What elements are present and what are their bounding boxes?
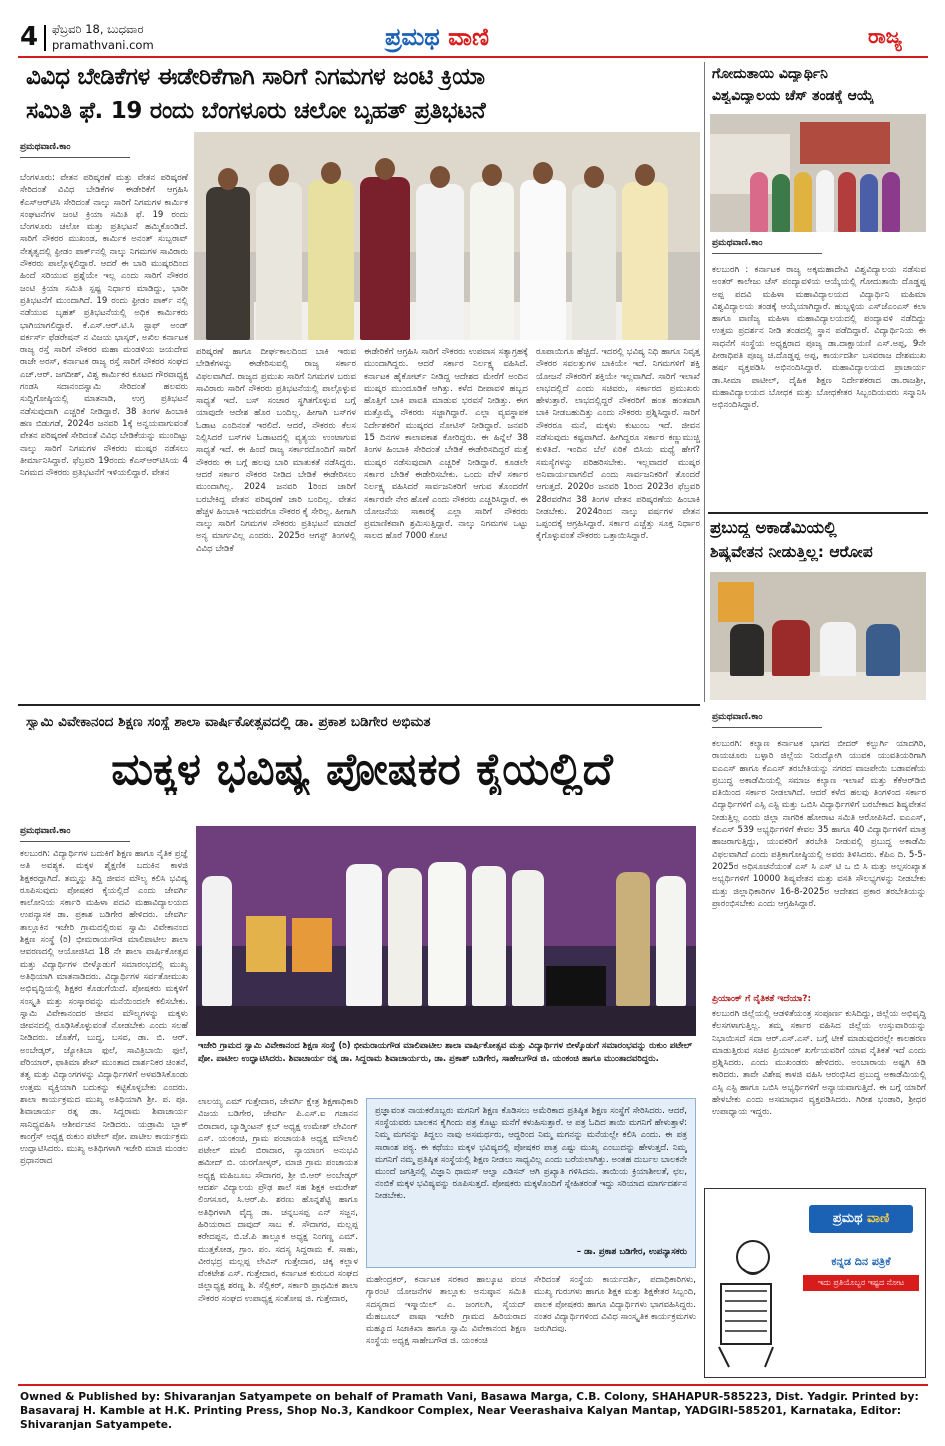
person — [206, 187, 250, 340]
chess-headline-line-2: ವಿಶ್ವವಿದ್ಯಾಲಯ ಚೆಸ್ ತಂಡಕ್ಕೆ ಆಯ್ಕೆ — [712, 88, 874, 104]
quote-text: ಪ್ರಜ್ಞಾವಂತ ನಾಯಕರೊಬ್ಬರು ಮಗನಿಗೆ ಶಿಕ್ಷಣ ಕೊಡಿಸಲು ಅಮೆರಿಕಾದ ಪ್ರತಿಷ್ಠಿತ ಶಿಕ್ಷಣ ಸಂಸ್ಥೆಗೆ ಸೇರಿಸಿದರು. ಆದರೆ, ಸಂಸ್ಥೆಯವರು ಬಾಲಕನ ಕೈಗಿಂದು ಪತ್ರ ಕೊಟ್ಟು ಮನೆಗೆ ಕಳುಹಿಸುತ್ತಾರೆ. ಆ ಪತ್ರ ಓದಿದ ತಾಯಿ ಮಗನಿಗೆ ಹೇಳುತ್ತಾಳೆ: ನಿಮ್ಮ ಮಗನನ್ನು ತಿದ್ದಲು ನಾವು ಅಸಮರ್ಥರು, ಆದ್ದರಿಂದ ನಿಮ್ಮ ಮಗನನ್ನು ಮನೆಯಲ್ಲೇ ಕಲಿಸಿ ಎಂದು. ಈ ಪತ್ರ ಸಾರಾಂಶ ಪಠ್ಯ. ಈ ಕಥೆಯು ಮಕ್ಕಳ ಭವಿಷ್ಯದಲ್ಲಿ ಪೋಷಕರ ಪಾತ್ರ ಎಷ್ಟು ಮುಖ್ಯ ಎಂಬುದನ್ನು ಹೇಳುತ್ತದೆ. ನಿಮ್ಮ ಮಗನಿಗೆ ನಮ್ಮ ಪ್ರತಿಷ್ಠಿತ ಸಂಸ್ಥೆಯಲ್ಲಿ ಶಿಕ್ಷಣ ನೀಡಲು ಸಾಧ್ಯವಿಲ್ಲ ಎಂದು ಬರೆಯಲಾಗಿತ್ತು. ಅಂತಹ ದುರ್ಬಲ ಬಾಲಕನೇ ಮುಂದೆ ಜಗತ್ತಿನಲ್ಲಿ ವಿಜ್ಞಾನಿ ಥಾಮಸ್ ಆಲ್ವಾ ಎಡಿಸನ್ ಆಗಿ ಪ್ರಖ್ಯಾತಿ ಗಳಿಸಿದನು. ತಾಯಿಯ ಕ್ರಿಯಾಶೀಲತೆ, ಛಲ, ನಂಬಿಕೆ ಮಕ್ಕಳ ಭವಿಷ್ಯವನ್ನು ರೂಪಿಸುತ್ತದೆ. ಪೋಷಕರು ಮಕ್ಕಳೊಂದಿಗೆ ಸ್ನೇಹಿತರಂತೆ ಇದ್ದು ಸರಿಯಾದ ಮಾರ್ಗದರ್ಶನ ನೀಡಬೇಕು. — [375, 1106, 687, 1202]
school-photo — [196, 826, 696, 1036]
newspaper-ad — [704, 1188, 926, 1378]
head — [584, 166, 604, 188]
paper-logo — [385, 23, 489, 51]
academy-body-2: ಕಲಬುರಗಿ ಜಿಲ್ಲೆಯಲ್ಲಿ ಆಡಳಿತೆಯಂತ್ರ ಸಂಪೂರ್ಣ ಕುಸಿದಿದ್ದು, ಜಿಲ್ಲೆಯ ಅಭಿವೃದ್ಧಿ ಕೆಲಸಗಳಾಗುತ್ತಿಲ್ಲ. ತಮ್ಮ ಸರ್ಕಾರ ವಹಿಸಿದ ಜಿಲ್ಲೆಯ ಉಸ್ತುವಾರಿಯನ್ನು ನಿಭಾಯಿಸದೆ ಸದಾ ಆರ್.ಎಸ್.ಎಸ್. ಬಗ್ಗೆ ಟೀಕೆ ಮಾಡುವುದರಲ್ಲೇ ಕಾಲಹರಣ ಮಾಡುತ್ತಿರುವ ಸಚಿವ ಪ್ರಿಯಾಂಕ್ ಖರ್ಗೆಯವರಿಗೆ ಯಾವ ನೈತಿಕತೆ ಇದೆ ಎಂದು ಪ್ರಶ್ನಿಸಿದರು. ಎಂದು ಮುಖಂಡರು ಹೇಳಿದರು. ಅಂಬಾರಾಯ ಅಷ್ಟಗಿ ಕಿಡಿ ಕಾರಿದರು. ತಾವೇ ವಿಶೇಷ ಕಾಳಜಿ ವಹಿಸಿ ಆರಂಭಿಸಿದ ಪ್ರಬುದ್ಧ ಅಕಾಡೆಮಿಯಲ್ಲಿ ಎಸ್ಸಿ ಎಸ್ಟಿ ಹಾಗೂ ಒಬಿಸಿ ಅಭ್ಯರ್ಥಿಗಳಿಗೆ ಅನ್ಯಾಯವಾಗುತ್ತಿದೆ. ಈ ಬಗ್ಗೆ ಯಾರಿಗೆ ಹೇಳಬೇಕು ಎಂದು ಅಸಮಾಧಾನ ವ್ಯಕ್ತಪಡಿಸಿದರು. ಗಿರೀಶ ಭಂಡಾರಿ, ಶ್ರೀಧರ ಉಪಾಧ್ಯಾಯ ಇದ್ದರು. — [712, 1009, 926, 1118]
person — [772, 620, 810, 676]
person — [816, 170, 834, 232]
person — [256, 182, 302, 340]
lead-photo — [194, 132, 700, 340]
person — [470, 182, 514, 340]
person — [616, 872, 650, 1006]
person — [622, 182, 668, 340]
ad-subtag: ಇದು ಪ್ರತಿಯೊಬ್ಬರ ಇಷ್ಟದ ನೋಟ — [803, 1275, 919, 1291]
section-label: ರಾಜ್ಯ — [868, 24, 902, 48]
quote-attribution: – ಡಾ. ಪ್ರಕಾಶ ಬಡಿಗೇರ, ಉಪನ್ಯಾಸಕರು — [576, 1247, 687, 1257]
person — [730, 624, 764, 676]
page-number: 4 — [20, 22, 39, 52]
person — [794, 172, 812, 232]
lead-left-column: ಬೆಂಗಳೂರು: ವೇತನ ಪರಿಷ್ಕರಣೆ ಮತ್ತು ವೇತನ ಪರಿಷ್ಕರಣೆ ಸೇರಿದಂತೆ ವಿವಿಧ ಬೇಡಿಕೆಗಳ ಈಡೇರಿಕೆಗೆ ಆಗ್ರಹಿಸಿ ಕೆಎಸ್‌ಆರ್‌ಟಿಸಿ ಸೇರಿದಂತೆ ನಾಲ್ಕು ಸಾರಿಗೆ ನಿಗಮಗಳ ಕಾರ್ಮಿಕ ಸಂಘಟನೆಗಳ ಜಂಟಿ ಕ್ರಿಯಾ ಸಮಿತಿ ಫೆ. 19 ರಂದು ಬೆಂಗಳೂರು ಚಲೋ ಮತ್ತು ಪ್ರತಿಭಟನೆ ಹಮ್ಮಿಕೊಂಡಿದೆ. ಸಾರಿಗೆ ನೌಕರರ ಮುಖಂಡ, ಕಾರ್ಮಿಕ ಅನಂತ್ ಸುಬ್ಬರಾವ್ ನೇತೃತ್ವದಲ್ಲಿ ಫ್ರೀಡಂ ಪಾರ್ಕ್‌ನಲ್ಲಿ ನಾಲ್ಕು ನಿಗಮಗಳ ಸಾವಿರಾರು ನೌಕರರು ಪಾಲ್ಗೊಳ್ಳಲಿದ್ದಾರೆ. ಆದರೆ ಈ ಬಾರಿ ಮುಷ್ಕರದಿಂದ ಹಿಂದೆ ಸರಿಯುವ ಪ್ರಶ್ನೆಯೇ ಇಲ್ಲ ಎಂದು ಸಾರಿಗೆ ನೌಕರರ ಜಂಟಿ ಕ್ರಿಯಾ ಸಮಿತಿ ಸ್ಪಷ್ಟ ನಿರ್ಧಾರ ಮಾಡಿದ್ದು, ಭಾರೀ ಪ್ರತಿಭಟನೆಗೆ ಮುಂದಾಗಿದೆ. 19 ರಂದು ಫ್ರೀಡಂ ಪಾರ್ಕ್ ನಲ್ಲಿ ನಡೆಯುವ ಬೃಹತ್ ಪ್ರತಿಭಟನೆಯಲ್ಲಿ ಅಧಿಕ ಕಾರ್ಮಿಕರು ಭಾಗಿಯಾಗಲಿದ್ದಾರೆ. ಕೆ.ಎಸ್.ಆರ್.ಟಿ.ಸಿ ಸ್ಟಾಫ್ ಅಂಡ್ ವರ್ಕರ್ಸ್ ಫೆಡರೇಷನ್ ನ ವಿಜಯ ಭಾಸ್ಕರ್, ಅಖಿಲ ಕರ್ನಾಟಕ ರಾಜ್ಯ ರಸ್ತೆ ಸಾರಿಗೆ ನೌಕರರ ಮಹಾ ಮಂಡಳಿಯ ಜಯದೇವ ರಾಜೇ ಅರಸ್, ಕರ್ನಾಟಕ ರಾಜ್ಯ ರಸ್ತೆ ಸಾರಿಗೆ ನೌಕರರ ಸಂಘದ ಎಚ್.ಆರ್. ಜಗದೀಶ್, ವಿಶ್ವ ಕಾರ್ಮಿಕರ ಕೂಟದ ಗೌರವಾಧ್ಯಕ್ಷ ಗಂಡಸಿ ಸದಾನಂದಸ್ವಾಮಿ ಸೇರಿದಂತೆ ಹಲವರು ಸುದ್ದಿಗೋಷ್ಠಿಯಲ್ಲಿ ಮಾತನಾಡಿ, ಉಗ್ರ ಪ್ರತಿಭಟನೆ ನಡೆಸುವುದಾಗಿ ಎಚ್ಚರಿಕೆ ನೀಡಿದ್ದಾರೆ. 38 ತಿಂಗಳ ಹಿಂಬಾಕಿ ಹಣ ಬಿಡುಗಡೆ, 2024ರ ಜನವರಿ 1ಕ್ಕೆ ಅನ್ವಯವಾಗುವಂತೆ ವೇತನ ಪರಿಷ್ಕರಣೆ ಸೇರಿದಂತೆ ವಿವಿಧ ಬೇಡಿಕೆಯನ್ನು ಮುಂದಿಟ್ಟು ನಾಲ್ಕು ಸಾರಿಗೆ ನಿಗಮಗಳ ನೌಕರರು ಮುಷ್ಕರ ನಡೆಸಲು ತೀರ್ಮಾನಿಸಿದ್ದಾರೆ. ಫೆಬ್ರವರಿ 19ರಂದು ಕೆಎಸ್‌ಆರ್‌ಟಿಸಿಯ 4 ನಿಗಮದ ನೌಕರರು ಪ್ರತಿಭಟನೆಗೆ ಇಳಿಯಲಿದ್ದಾರೆ. ವೇತನ — [20, 173, 188, 479]
person — [428, 862, 466, 1006]
chess-body: ಕಲಬುರಗಿ : ಕರ್ನಾಟಕ ರಾಜ್ಯ ಅಕ್ಕಮಹಾದೇವಿ ವಿಶ್ವವಿದ್ಯಾಲಯ ನಡೆಸುವ ಅಂತರ್ ಕಾಲೇಜು ಚೆಸ್ ಪಂದ್ಯಾವಳಿಯ ಆಯ್ಕೆಯಲ್ಲಿ ಗೋದುತಾಯಿ ದೊಡ್ಡಪ್ಪ ಅಪ್ಪ ಪದವಿ ಮಹಿಳಾ ಮಹಾವಿದ್ಯಾಲಯದ ವಿದ್ಯಾರ್ಥಿನಿ ಮಹಿಮಾ ವಿಶ್ವವಿದ್ಯಾಲಯ ತಂಡಕ್ಕೆ ಆಯ್ಕೆಯಾಗಿದ್ದಾರೆ. ಹುಬ್ಬಳ್ಳಿಯ ಎಸ್‌ಜೆಎಂಎಸ್ ಕಲಾ ಹಾಗೂ ವಾಣಿಜ್ಯ ಮಹಿಳಾ ಮಹಾವಿದ್ಯಾಲಯದಲ್ಲಿ ಪಂದ್ಯಾವಳಿ ನಡೆದಿದ್ದು ಉತ್ತಮ ಪ್ರದರ್ಶನ ನೀಡಿ ತಂಡದಲ್ಲಿ ಸ್ಥಾನ ಪಡೆದಿದ್ದಾರೆ. ವಿದ್ಯಾರ್ಥಿನಿಯ ಈ ಸಾಧನೆಗೆ ಸಂಸ್ಥೆಯ ಅಧ್ಯಕ್ಷರಾದ ಪೂಜ್ಯ ಡಾ.ದಾಕ್ಷಾಯಣಿ ಎಸ್.ಅಪ್ಪ, 9ನೇ ಪೀಠಾಧಿಪತಿ ಪೂಜ್ಯ ಚಿ.ದೊಡ್ಡಪ್ಪ ಅಪ್ಪ, ಕಾರ್ಯದರ್ಶಿ ಬಸವರಾಜ ದೇಶಮುಖ ಹರ್ಷ ವ್ಯಕ್ತಪಡಿಸಿ ಅಭಿನಂದಿಸಿದ್ದಾರೆ. ಮಹಾವಿದ್ಯಾಲಯದ ಪ್ರಾಚಾರ್ಯ ಡಾ.ಸೀಮಾ ಪಾಟೀಲ್, ದೈಹಿಕ ಶಿಕ್ಷಣ ನಿರ್ದೇಶಕರಾದ ಡಾ.ರಾಜಶ್ರೀ, ಮಹಾವಿದ್ಯಾಲಯದ ಬೋಧಕ ಮತ್ತು ಬೋಧಕೇತರ ಸಿಬ್ಬಂದಿಯವರು ಸನ್ಮಾನಿಸಿ ಅಭಿನಂದಿಸಿದ್ದಾರೆ. — [712, 265, 926, 411]
school-left-column: ಕಲಬುರಗಿ: ವಿದ್ಯಾರ್ಥಿಗಳ ಬದುಕಿಗೆ ಶಿಕ್ಷಣ ಹಾಗೂ ನೈತಿಕ ಪ್ರಜ್ಞೆ ಅತಿ ಅವಶ್ಯಕ. ಮಕ್ಕಳ ಶೈಕ್ಷಣಿಕ ಬದುಕಿನ ಕಾಳಜಿ ಶಿಕ್ಷಕರದ್ದಾಗಿದೆ. ತಮ್ಮನ್ನು ತಿದ್ದಿ ಜೀವನ ಮೌಲ್ಯ ಕಲಿಸಿ ಭವಿಷ್ಯ ರೂಪಿಸುವುದು ಪೋಷಕರ ಕೈಯಲ್ಲಿದೆ ಎಂದು ಜೇವರ್ಗಿ ಕಾಲೋನಿಯ ಸರ್ಕಾರಿ ಮಹಿಳಾ ಪದವಿ ಮಹಾವಿದ್ಯಾಲಯದ ಉಪನ್ಯಾಸಕ ಡಾ. ಪ್ರಕಾಶ ಬಡಿಗೇರ ಹೇಳಿದರು. ಜೇವರ್ಗಿ ತಾಲ್ಲೂಕಿನ ಇಜೇರಿ ಗ್ರಾಮದಲ್ಲಿರುವ ಸ್ವಾಮಿ ವಿವೇಕಾನಂದ ಶಿಕ್ಷಣ ಸಂಸ್ಥೆ (ರಿ) ಭೀಮರಾಯಗೌಡ ಮಾಲಿಪಾಟೀಲ ಶಾಲಾ ಆವರಣದಲ್ಲಿ ಆಯೋಜಿಸಿದ 18 ನೇ ಶಾಲಾ ವಾರ್ಷಿಕೋತ್ಸವ ಮತ್ತು ವಿದ್ಯಾರ್ಥಿಗಳ ಬೀಳ್ಕೊಡುಗೆ ಸಮಾರಂಭದಲ್ಲಿ ಮುಖ್ಯ ಅತಿಥಿಯಾಗಿ ಮಾತನಾಡಿದರು. ವಿದ್ಯಾರ್ಥಿಗಳ ಸರ್ವತೋಮುಖ ಅಭಿವೃದ್ಧಿಯಲ್ಲಿ ಶಿಕ್ಷಕರ ಕೊಡುಗೆಯಿದೆ. ಪೋಷಕರು ಮಕ್ಕಳಿಗೆ ಸಂಸ್ಕೃತಿ ಮತ್ತು ಸಂಸ್ಕಾರವನ್ನು ಮನೆಯಿಂದಲೇ ಕಲಿಸಬೇಕು. ಸ್ವಾಮಿ ವಿವೇಕಾನಂದರ ಜೀವನ ಮೌಲ್ಯಗಳನ್ನು ಮಕ್ಕಳು ಜೀವನದಲ್ಲಿ ರೂಢಿಸಿಕೊಳ್ಳುವಂತೆ ನೋಡಬೇಕು ಎಂದು ಸಲಹೆ ನೀಡಿದರು. ಜೊತೆಗೆ, ಬುದ್ಧ, ಬಸವ, ಡಾ. ಬಿ. ಆರ್. ಅಂಬೇಡ್ಕರ್, ಜ್ಯೋತಿಬಾ ಫುಲೆ, ಸಾವಿತ್ರಿಬಾಯಿ ಫುಲೆ, ಪೆರಿಯಾರ್, ಫಾತಿಮಾ ಶೇಖ್ ಮುಂತಾದ ದಾರ್ಶನಿಕರ ಚಿಂತನೆ, ತತ್ವ ಮತ್ತು ವಿದ್ಯಾಂಗಗಳನ್ನು ವಿದ್ಯಾರ್ಥಿಗಳಿಗೆ ಅಳವಡಿಸಿಕೊಂಡು ಉತ್ತಮ ವ್ಯಕ್ತಿಯಾಗಿ ಬದುಕನ್ನು ಕಟ್ಟಿಕೊಳ್ಳಬೇಕು ಎಂದರು. ಶಾಲಾ ಕಾರ್ಯಕ್ರಮದ ಮುಖ್ಯ ಅತಿಥಿಯಾಗಿ ಶ್ರೀ. ಪ. ಪೂ. ಶಿವಾಚಾರ್ಯ ರತ್ನ ಡಾ. ಸಿದ್ದರಾಮ ಶಿವಾಚಾರ್ಯ ಸಾನಿಧ್ಯವಹಿಸಿ ಆಶೀರ್ವಚನ ನೀಡಿದರು. ಯಡ್ರಾಮಿ ಬ್ಲಾಕ್ ಕಾಂಗ್ರೆಸ್ ಅಧ್ಯಕ್ಷ ರುಕುಂ ಪಟೇಲ್ ಪೋ. ಪಾಟೀಲ ಕಾರ್ಯಕ್ರಮ ಉದ್ಘಾಟಿಸಿದರು. ಮುಖ್ಯ ಅತಿಥಿಗಳಾಗಿ ಇಜೇರಿ ಮಾಜಿ ಮಂಡಲ ಪ್ರಧಾನರಾದ — [20, 849, 188, 1167]
person — [388, 868, 422, 1006]
photo-table — [710, 672, 926, 700]
issue-date: ಫೆಬ್ರವರಿ 18, ಬುಧವಾರ — [52, 22, 144, 36]
section-rule — [18, 704, 700, 706]
person — [360, 177, 410, 340]
header-divider — [44, 25, 46, 51]
school-credit: ಪ್ರಮಥವಾಣಿ.ಕಾಂ — [20, 826, 71, 836]
person — [202, 876, 232, 1006]
school-photo-caption: ಇಜೇರಿ ಗ್ರಾಮದ ಸ್ವಾಮಿ ವಿವೇಕಾನಂದ ಶಿಕ್ಷಣ ಸಂಸ್ಥೆ (ರಿ) ಭೀಮರಾಯಗೌಡ ಮಾಲಿಪಾಟೀಲ ಶಾಲಾ ವಾರ್ಷಿಕೋತ್ಸವ ಮತ್ತು ವಿದ್ಯಾರ್ಥಿಗಳ ಬೀಳ್ಕೊಡುಗೆ ಸಮಾರಂಭವನ್ನು ರುಕುಂ ಪಟೇಲ್ ಪೋ. ಪಾಟೀಲ ಉದ್ಘಾಟಿಸಿದರು. ಶಿವಾಚಾರ್ಯ ರತ್ನ ಡಾ. ಸಿದ್ದರಾಮ ಶಿವಾಚಾರ್ಯರು, ಡಾ. ಪ್ರಕಾಶ್ ಬಡಿಗೇರ, ಸಾಹೇಬಗೌಡ ಜಿ. ಯಂಕಂಚಿ ಹಾಗೂ ಮುಂತಾದವರಿದ್ದರು. — [198, 1041, 693, 1064]
school-headline: ಮಕ್ಕಳ ಭವಿಷ್ಯ ಪೋಷಕರ ಕೈಯಲ್ಲಿದೆ — [111, 744, 613, 795]
person — [472, 866, 506, 1006]
head — [269, 164, 289, 186]
lead-column-c: ರೂಪಾಯಿಗೂ ಹೆಚ್ಚಿದೆ. ಇದರಲ್ಲಿ ಭವಿಷ್ಯ ನಿಧಿ ಹಾಗೂ ನಿವೃತ್ತ ನೌಕರರ ಸವಲತ್ತುಗಳ ಬಾಕಿಯೇ ಇದೆ. ನಿಗಮಗಳಿಗೆ ಶಕ್ತಿ ಯೋಜನೆ ನೌಕರರಿಗೆ ಶಕ್ತಿಯೇ ಇಲ್ಲವಾಗಿದೆ. ಸಾರಿಗೆ ಇಲಾಖೆ ಲಾಭದಲ್ಲಿದೆ ಎಂದು ಸಚಿವರು, ಸರ್ಕಾರದ ಪ್ರಮುಖರು ಹೇಳುತ್ತಾರೆ. ಲಾಭದಲ್ಲಿದ್ದರೆ ನೌಕರರಿಗೆ ಹಂತ ಹಂತವಾಗಿ ಬಾಕಿ ನೀಡಬಹುದಿತ್ತು ಎಂದು ನೌಕರರು ಪ್ರಶ್ನಿಸಿದ್ದಾರೆ. ಸಾರಿಗೆ ನೌಕರರೂ ಮನೆ, ಮಕ್ಕಳು ಕುಟುಂಬ ಇದೆ. ಜೀವನ ನಡೆಸುವುದು ಕಷ್ಟವಾಗಿದೆ. ಹೀಗಿದ್ದರೂ ಸರ್ಕಾರ ಕಣ್ಣುಮುಚ್ಚಿ ಕುಳಿತಿದೆ. ಇಂದಿನ ಬೆಲೆ ಏರಿಕೆ ಬಿಸಿಯ ಮಧ್ಯೆ ಹೇಗೆ? ಸಮಸ್ಯೆಗಳನ್ನು ಪರಿಹರಿಸಬೇಕು. ಇಲ್ಲವಾದರೆ ಮುಷ್ಕರ ಅನಿವಾರ್ಯವಾಗಲಿದೆ ಎಂದು ಸಾರ್ವಜನಿಕರಿಗೆ ತೊಂದರೆ ಆಗುತ್ತದೆ. 2020ರ ಜನವರಿ 1ರಿಂದ 2023ರ ಫೆಬ್ರವರಿ 28ರವರೆಗಿನ 38 ತಿಂಗಳ ವೇತನ ಪರಿಷ್ಕರಣೆಯ ಹಿಂಬಾಕಿ ನೀಡಬೇಕು. 2024ರಿಂದ ನಾಲ್ಕು ವರ್ಷಗಳ ವೇತನ ಒಪ್ಪಂದಕ್ಕೆ ಆಗ್ರಹಿಸಿದ್ದಾರೆ. ಸರ್ಕಾರ ಎಚ್ಚೆತ್ತು ಸೂಕ್ತ ನಿರ್ಧಾರ ಕೈಗೊಳ್ಳುವಂತೆ ನೌಕರರು ಒತ್ತಾಯಿಸಿದ್ದಾರೆ. — [536, 347, 700, 542]
person — [750, 172, 768, 232]
academy-photo — [710, 572, 926, 700]
school-column-d: ಲಾಲಯ್ಯ ಎಮ್ ಗುತ್ತೇದಾರ, ಜೇವರ್ಗಿ ಕ್ಷೇತ್ರ ಶಿಕ್ಷಣಾಧಿಕಾರಿ ವಿಜಯ ಬಡಿಗೇರ, ಜೇವರ್ಗಿ ಪಿ.ಎಸ್.ಐ ಗಜಾನನ ಬಿರಾದಾರ, ಬ್ಯಾಡ್ಮಿಂಟನ್ ಕ್ಲಬ್ ಅಧ್ಯಕ್ಷ ಉಮೇಶ್ ಲೇವಿಂಗ್ ಎಸ್. ಯಂಕಂಚಿ, ಗ್ರಾಮ ಪಂಚಾಯತಿ ಅಧ್ಯಕ್ಷ ಮೌಲಾಲಿ ಪಟೇಲ್ ಮಾಲಿ ಬಿರಾದಾರ, ನ್ಯಾಯಾಂಗ ಅನುಭವಿ ಹಮೀದ್ ಬಿ. ಯರಗೋಳ್ಕರ್, ಮಾಜಿ ಗ್ರಾಮ ಪಂಚಾಯತ ಅಧ್ಯಕ್ಷ ಮಹಿಬೂಬ ಸೌದಾಗರ, ಶ್ರೀ ಬಿ.ಆರ್ ಅಂಬೇಡ್ಕರ್ ಆದರ್ಶ ವಿದ್ಯಾಲಯ ಪ್ರೌಢ ಶಾಲೆ ಸಹ ಶಿಕ್ಷಕ ಅಮರೇಶ್ ಲಿಂಗಸೂರ, ಸಿ.ಆರ್.ಪಿ. ಶರಣು ಹೊನ್ನಶೆಟ್ಟಿ ಹಾಗೂ ಅತಿಥಿಗಳಾಗಿ ವೈದ್ಯ ಡಾ. ಚನ್ನಬಸಪ್ಪ ಎನ್ ಸಜ್ಜನ, ಹಿರಿಯರಾದ ದಾವುದ್ ಸಾಬ ಕೆ. ಸೌದಾಗರ, ಮಲ್ಲಪ್ಪ ಕರೇದಪ್ಪನ, ಬಿ.ಜೆ.ಪಿ ತಾಲ್ಲೂಕ ಅಧ್ಯಕ್ಷ ನಿಂಗಣ್ಣ ಎಮ್. ಮುತ್ತಕೋಡ, ಗ್ರಾಂ. ಪಂ. ಸದಸ್ಯ ಸಿದ್ದರಾಮ ಕೆ. ಸಾಹು, ವೀರಭದ್ರ ಮಲ್ಲಪ್ಪ ಲೇವಿನ್ ಗುತ್ತೇದಾರ, ಚಿಕ್ಕ ಕಲ್ಲಾಳ ವೆಂಕಟೇಶ ಎಸ್. ಗುತ್ತೇದಾರ, ಕರ್ನಾಟಕ ಕುರುಬರ ಸಂಘದ ಜಿಲ್ಲಾಧ್ಯಕ್ಷ ಶರಣ್ಣ ಶಿ. ಸೆಲ್ಲಿಕರ್, ಸರ್ಕಾರಿ ಪ್ರಾಥಮಿಕ ಶಾಲಾ ನೌಕರರ ಸಂಘದ ಉಪಾಧ್ಯಕ್ಷ ಸಂತೋಷ ಜಿ. ಗುತ್ತೇದಾರ, — [198, 1097, 358, 1304]
school-kicker: ಸ್ವಾಮಿ ವಿವೇಕಾನಂದ ಶಿಕ್ಷಣ ಸಂಸ್ಥೆ ಶಾಲಾ ವಾರ್ಷಿಕೋತ್ಸವದಲ್ಲಿ ಡಾ. ಪ್ರಕಾಶ ಬಡಿಗೇರ ಅಭಿಮತ — [26, 714, 431, 730]
academy-headline-line-2: ಶಿಷ್ಯವೇತನ ನೀಡುತ್ತಿಲ್ಲ: ಆರೋಪ — [710, 543, 873, 561]
person — [656, 876, 686, 1006]
lead-headline-line-1: ವಿವಿಧ ಬೇಡಿಕೆಗಳ ಈಡೇರಿಕೆಗಾಗಿ ಸಾರಿಗೆ ನಿಗಮಗಳ ಜಂಟಿ ಕ್ರಿಯಾ — [26, 64, 485, 90]
person — [838, 172, 856, 232]
ad-logo-part-2: ವಾಣಿ — [867, 1211, 890, 1226]
lead-column-a: ಪರಿಷ್ಕರಣೆ ಹಾಗೂ ದೀರ್ಘಕಾಲದಿಂದ ಬಾಕಿ ಇರುವ ಬೇಡಿಕೆಗಳನ್ನು ಈಡೇರಿಸುವಲ್ಲಿ ರಾಜ್ಯ ಸರ್ಕಾರ ವಿಫಲವಾಗಿದೆ. ರಾಜ್ಯದ ಪ್ರಮುಖ ಸಾರಿಗೆ ನಿಗಮಗಳ ಬರುವ ಸಾವಿರಾರು ಸಾರಿಗೆ ನೌಕರರು ಪ್ರತಿಭಟನೆಯಲ್ಲಿ ಪಾಲ್ಗೊಳ್ಳುವ ಸಾಧ್ಯತೆ ಇದೆ. ಬಸ್ ಸಂಚಾರ ಸ್ಥಗಿತಗೊಳ್ಳುವ ಬಗ್ಗೆ ಯಾವುದೇ ಆದೇಶ ಹೊರ ಬಂದಿಲ್ಲ. ಹೀಗಾಗಿ ಬಸ್‌ಗಳ ಓಡಾಟ ಎಂದಿನಂತೆ ಇರಲಿದೆ. ಆದರೆ, ನೌಕರರು ಕೆಲಸ ನಿಲ್ಲಿಸಿದರೆ ಬಸ್‌ಗಳ ಓಡಾಟದಲ್ಲಿ ವ್ಯತ್ಯಯ ಉಂಟಾಗುವ ಸಾಧ್ಯತೆ ಇದೆ. ಈ ಹಿಂದೆ ರಾಜ್ಯ ಸರ್ಕಾರದೊಂದಿಗೆ ಸಾರಿಗೆ ನೌಕರರು ಈ ಬಗ್ಗೆ ಹಲವು ಬಾರಿ ಮಾತುಕತೆ ನಡೆಸಿದ್ದರು. ಆದರೆ ಸರ್ಕಾರ ನೌಕರರ ನೀಡಿದ ಬೇಡಿಕೆ ಈಡೇರಿಸಲು ಮುಂದಾಗಿಲ್ಲ. 2024 ಜನವರಿ 1ರಿಂದ ಜಾರಿಗೆ ಬರಬೇಕಿದ್ದ ವೇತನ ಪರಿಷ್ಕರಣೆ ಜಾರಿ ಬಂದಿಲ್ಲ. ವೇತನ ಹೆಚ್ಚಳ ಹಿಂಬಾಕಿ ಇದುವರೆಗೂ ನೌಕರರ ಕೈ ಸೇರಿಲ್ಲ. ಹೀಗಾಗಿ ನಾಲ್ಕು ಸಾರಿಗೆ ನಿಗಮಗಳ ನೌಕರರು ಪ್ರತಿಭಟನೆ ಮಾಡದೆ ಅನ್ಯ ಮಾರ್ಗವಿಲ್ಲ ಎಂದರು. 2025ರ ಆಗಸ್ಟ್ ತಿಂಗಳಲ್ಲಿ ವಿವಿಧ ಬೇಡಿಕೆ — [196, 347, 356, 554]
academy-credit: ಪ್ರಮಥವಾಣಿ.ಕಾಂ — [712, 712, 763, 722]
quote-box — [366, 1098, 696, 1268]
portrait-frame — [292, 918, 332, 972]
ad-tagline: ಕನ್ನಡ ದಿನ ಪತ್ರಿಕೆ — [831, 1255, 891, 1268]
academy-body: ಕಲಬುರಗಿ: ಕಲ್ಯಾಣ ಕರ್ನಾಟಕ ಭಾಗದ ಬೀದರ್ ಕಲ್ಬುರ್ಗಿ ಯಾದಗಿರಿ, ರಾಯಚೂರು ಬಳ್ಳಾರಿ ಜಿಲ್ಲೆಯ ನಿರುದ್ಯೋಗಿ ಯುವಕ ಯುವತಿಯರಿಗಾಗಿ ಐಎಎಸ್ ಹಾಗೂ ಕೆಎಎಸ್ ತರಬೇತಿಯನ್ನು ನಗರದ ವಾಜಪೇಯಿ ಬಡಾವಣೆಯ ಪ್ರಬುದ್ಧ ಅಕಾಡೆಮಿಯಲ್ಲಿ ಸಮಾಜ ಕಲ್ಯಾಣ ಇಲಾಖೆ ಮತ್ತು ಕೆಕೆಆರ್‌ಡಿಬಿ ವತಿಯಿಂದ ಸರ್ಕಾರ ನೀಡಲಾಗಿದೆ. ಆದರೆ ಕಳೆದ ಹಲವು ತಿಂಗಳಿಂದ ಸರ್ಕಾರ ವಿದ್ಯಾರ್ಥಿಗಳಿಗೆ ಎಸ್ಸಿ ಎಸ್ಟಿ ಮತ್ತು ಒಬಿಸಿ ವಿದ್ಯಾರ್ಥಿಗಳಿಗೆ ಬರಬೇಕಾದ ಶಿಷ್ಯವೇತನ ನೀಡುತ್ತಿಲ್ಲ ಎಂದು ಜಿಲ್ಲಾ ನಾಗರಿಕ ಹೋರಾಟ ಸಮಿತಿ ಆರೋಪಿಸಿದೆ. ಐಎಎಸ್, ಕೆಎಎಸ್ 539 ಅಭ್ಯರ್ಥಿಗಳಿಗೆ ಕೇವಲ 35 ಹಾಗೂ 40 ವಿದ್ಯಾರ್ಥಿಗಳಿಗೆ ಮಾತ್ರ ಹಾಜರಾಗುತ್ತಿದ್ದು, ಯುವಕರಿಗೆ ತರಬೇತಿ ನೀಡುವಲ್ಲಿ ಪ್ರಬುದ್ಧ ಅಕಾಡೆಮಿ ವಿಫಲವಾಗಿದೆ ಎಂದು ಪತ್ರಿಕಾಗೋಷ್ಠಿಯಲ್ಲಿ ಅವರು ತಿಳಿಸಿದರು. ಕೆಪಿಎ ದಿ. 5-5-2025ರ ಅಧಿಸೂಚನೆಯಂತೆ ಎಸ್ ಸಿ ಎಸ್ ಟಿ ಒ ಬಿ ಸಿ ಮತ್ತು ಅಲ್ಪಸಂಖ್ಯಾತ ಅಭ್ಯರ್ಥಿಗಳಿಗೆ 10000 ಶಿಷ್ಯವೇತನ ಮತ್ತು ವಸತಿ ಸೌಲಭ್ಯಗಳನ್ನು ನೀಡಬೇಕು ಮತ್ತು ಜಿಲ್ಲಾಧಿಕಾರಿಗಳ 16-8-2025ರ ಆದೇಶದ ಪ್ರಕಾರ ತರಬೇತಿಯನ್ನು ಪ್ರಾರಂಭಿಸಬೇಕು ಎಂದು ಆಗ್ರಹಿಸಿದ್ದಾರೆ. — [712, 739, 926, 909]
portrait-frame — [246, 916, 286, 972]
masthead — [0, 0, 945, 56]
head — [533, 162, 553, 184]
chess-credit: ಪ್ರಮಥವಾಣಿ.ಕಾಂ — [712, 238, 763, 248]
lead-column-b: ಈಡೇರಿಕೆಗೆ ಆಗ್ರಹಿಸಿ ಸಾರಿಗೆ ನೌಕರರು ಉಪವಾಸ ಸತ್ಯಾಗ್ರಹಕ್ಕೆ ಮುಂದಾಗಿದ್ದರು. ಆದರೆ ಸರ್ಕಾರ ನಿರ್ಲಕ್ಷ್ಯ ವಹಿಸಿದೆ. ಕರ್ನಾಟಕ ಹೈಕೋರ್ಟ್ ನೀಡಿದ್ದ ಆದೇಶದ ಮೇರೆಗೆ ಅಂದಿನ ಮುಷ್ಕರ ಮುಂದೂಡಿಕೆ ಆಗಿತ್ತು. ಕಳೆದ ದೀಪಾವಳಿ ಹಬ್ಬದ ಹೊತ್ತಿಗೆ ಬಾಕಿ ಪಾವತಿ ಮಾಡುವ ಭರವಸೆ ನೀಡಿತ್ತು. ಈಗ ಮತ್ತೊಮ್ಮೆ ನೌಕರರು ಸಜ್ಜಾಗಿದ್ದಾರೆ. ಎಲ್ಲಾ ವ್ಯವಸ್ಥಾಪಕ ನಿರ್ದೇಶಕರಿಗೆ ಮುಷ್ಕರದ ನೋಟಿಸ್ ನೀಡಿದ್ದಾರೆ. ಜನವರಿ 15 ದಿನಗಳ ಕಾಲಾವಕಾಶ ಕೋರಿದ್ದರು. ಈ ಹಿನ್ನೆಲೆ 38 ತಿಂಗಳ ಹಿಂಬಾಕಿ ಸೇರಿದಂತೆ ಬೇಡಿಕೆ ಈಡೇರಿಸದಿದ್ದರೆ ಮತ್ತೆ ಮುಷ್ಕರ ನಡೆಸುವುದಾಗಿ ಎಚ್ಚರಿಕೆ ನೀಡಿದ್ದಾರೆ. ಕೂಡಲೇ ಸರ್ಕಾರ ಬೇಡಿಕೆ ಈಡೇರಿಸಬೇಕು. ಒಂದು ವೇಳೆ ಸರ್ಕಾರ ನಿರ್ಲಕ್ಷ್ಯ ವಹಿಸಿದರೆ ಸಾರ್ವಜನಿಕರಿಗೆ ಆಗುವ ತೊಂದರೆಗೆ ಸರ್ಕಾರವೇ ನೇರ ಹೊಣೆ ಎಂದು ನೌಕರರು ಎಚ್ಚರಿಸಿದ್ದಾರೆ. ಈ ಯೋಜನೆಯ ಸಾಕಾರಕ್ಕೆ ಎಲ್ಲಾ ಸಾರಿಗೆ ನೌಕರರು ಪ್ರಮಾಣಿಕವಾಗಿ ಶ್ರಮಿಸುತ್ತಿದ್ದಾರೆ. ನಾಲ್ಕು ನಿಗಮಗಳ ಒಟ್ಟು ಸಾಲದ ಹೊರೆ 7000 ಕೋಟಿ — [364, 347, 528, 542]
lead-headline-line-2: ಸಮಿತಿ ಫೆ. 19 ರಂದು ಬೆಂಗಳೂರು ಚಲೋ ಬೃಹತ್ ಪ್ರತಿಭಟನೆ — [26, 98, 486, 124]
chess-headline-line-1: ಗೋದುತಾಯಿ ವಿದ್ಯಾರ್ಥಿನಿ — [712, 66, 828, 82]
person — [882, 172, 900, 232]
masthead-rule — [18, 56, 928, 58]
head — [321, 162, 341, 184]
column-divider — [704, 62, 705, 702]
person — [308, 180, 354, 340]
ad-logo-part-1: ಪ್ರಮಥ — [832, 1211, 863, 1226]
person — [820, 622, 856, 676]
lead-credit: ಪ್ರಮಥವಾಣಿ.ಕಾಂ — [20, 142, 71, 152]
person — [572, 184, 616, 340]
head — [375, 158, 395, 180]
person — [772, 174, 790, 232]
person — [512, 870, 544, 1006]
paper-logo-part-2: ವಾಣಿ — [448, 23, 490, 51]
chess-photo — [710, 114, 926, 232]
credit-underline — [20, 841, 130, 842]
person — [416, 184, 464, 340]
school-column-e: ಮಹೇಂದ್ರಕರ್, ಕರ್ನಾಟಕ ಸರಕಾರ ಹಾಲ್ಕೂಟ ಪಂಚ ಗ್ಯಾರಂಟಿ ಯೋಜನೆಗಳ ತಾಲ್ಲೂಕು ಅನುಷ್ಠಾನ ಸಮಿತಿ ಸದಸ್ಯರಾದ ಇಸ್ಮಾಯಿಲ್ ಎ. ಜಂಗಲಗಿ, ಸೈಯದ್ ಮೆಹಬೂಬ್ ಪಾಷಾ ಇಜೇರಿ ಗ್ರಾಮದ ಹಿರಿಯರಾದ ಮಹ್ಮೂದ ಸಿಜಾಕಿಖಾ ಹಾಗೂ ಸ್ವಾಮಿ ವಿವೇಕಾನಂದ ಶಿಕ್ಷಣ ಸಂಸ್ಥೆಯ ಅಧ್ಯಕ್ಷ ಸಾಹೇಬಗೌಡ ಜಿ. ಯಂಕಂಚಿ — [366, 1275, 526, 1347]
head — [430, 166, 450, 188]
newspaper-reader-icon — [713, 1229, 793, 1369]
person — [860, 174, 878, 232]
head — [635, 164, 655, 186]
section-rule — [708, 512, 928, 514]
credit-underline — [712, 727, 822, 728]
ad-logo — [809, 1205, 913, 1233]
footer-rule — [18, 1384, 928, 1386]
stage-floor — [196, 1006, 696, 1036]
paper-logo-part-1: ಪ್ರಮಥ — [385, 23, 440, 51]
speaker-box — [546, 966, 606, 1006]
academy-headline-line-1: ಪ್ರಬುದ್ಧ ಅಕಾಡೆಮಿಯಲ್ಲಿ — [710, 518, 837, 537]
person — [866, 624, 900, 676]
credit-underline — [712, 253, 822, 254]
photo-banner — [718, 582, 754, 622]
person — [346, 864, 382, 1006]
credit-underline — [20, 157, 130, 158]
footer-imprint: Owned & Published by: Shivaranjan Satyampete on behalf of Pramath Vani, Basawa Marga, C.B. Colony, SHAHAPUR-585223, Dist. Yadgir. Printed by: Basavaraj H. Kamble at H.K. Printing Press, Shop No.3, Kandkoor Complex, Near Veerashaiva Kalyan Mantap, YADGIRI-585201, Karnataka, Editor: Shivaranjan Satyampete. — [20, 1390, 919, 1431]
head — [218, 168, 238, 190]
person — [520, 180, 566, 340]
school-column-f: ಸೇರಿದಂತೆ ಸಂಸ್ಥೆಯ ಕಾರ್ಯದರ್ಶಿ, ಪದಾಧಿಕಾರಿಗಳು, ಮುಖ್ಯ ಗುರುಗಳು ಹಾಗೂ ಶಿಕ್ಷಕ ಮತ್ತು ಶಿಕ್ಷಕೇತರ ಸಿಬ್ಬಂದಿ, ಪಾಲಕ ಪೋಷಕರು ಹಾಗೂ ವಿದ್ಯಾರ್ಥಿಗಳು ಭಾಗವಹಿಸಿದ್ದರು. ನಂತರ ವಿದ್ಯಾರ್ಥಿಗಳಿಂದ ವಿವಿಧ ಸಾಂಸ್ಕೃತಿಕ ಕಾರ್ಯಕ್ರಮಗಳು ಜರುಗಿದವು. — [534, 1275, 696, 1335]
website-url: pramathvani.com — [52, 38, 154, 52]
head — [482, 164, 502, 186]
photo-banner — [800, 122, 890, 164]
academy-subhead: ಪ್ರಿಯಾಂಕ್ ಗೆ ನೈತಿಕತೆ ಇದೆಯಾ?: — [712, 994, 812, 1004]
